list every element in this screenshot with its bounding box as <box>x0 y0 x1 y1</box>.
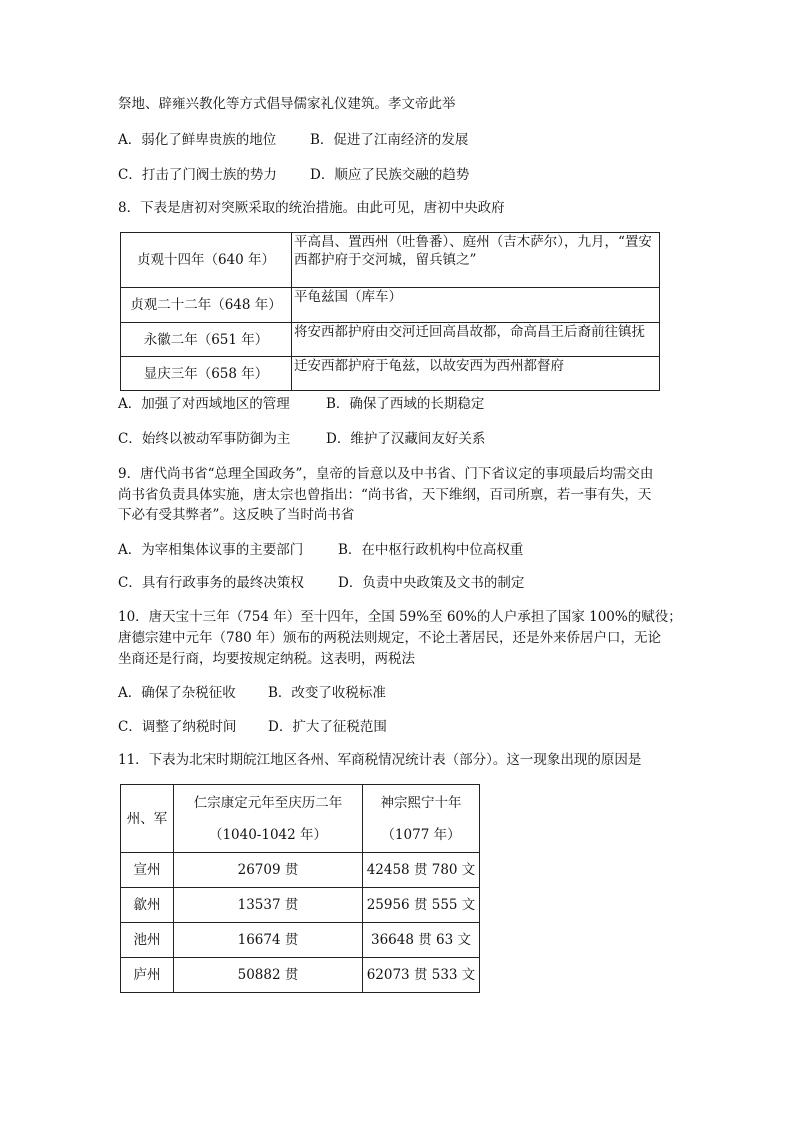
q8-stem: 8．下表是唐初对突厥采取的统治措施。由此可见，唐初中央政府 <box>118 200 505 216</box>
q10-stem-line: 唐德宗建中元年（780 年）颁布的两税法则规定，不论土著居民，还是外来侨居户口，无论 <box>118 630 662 646</box>
q11-tax-1077-cell: 36648 贯 63 文 <box>363 923 480 958</box>
q10-stem-line: 坐商还是行商，均要按规定纳税。这表明，两税法 <box>118 651 415 667</box>
table-row <box>121 888 480 923</box>
q11-tax-1040-cell: 26709 贯 <box>174 853 363 888</box>
q11-header-col1-line: 仁宗康定元年至庆历二年 <box>193 794 343 811</box>
q10-stem-line: 10．唐天宝十三年（754 年）至十四年，全国 59%至 60%的人户承担了国家 100%的赋役； <box>118 609 682 625</box>
q10-options-row-1 <box>118 684 386 702</box>
table-header-row <box>121 785 480 853</box>
q8-option-b[interactable]: B．确保了西域的长期稳定 <box>326 396 485 412</box>
q7-options-row-2 <box>118 166 469 184</box>
table-row <box>121 323 660 357</box>
q7-option-d[interactable]: D．顺应了民族交融的趋势 <box>310 167 470 183</box>
q10-options-row-2 <box>118 718 387 736</box>
q8-event-line: 西都护府于交河城，留兵镇之” <box>294 252 477 268</box>
table-row <box>121 288 660 323</box>
q8-event-line: 平龟兹国（库车） <box>294 289 402 305</box>
q7-option-a[interactable]: A．弱化了鲜卑贵族的地位 <box>118 132 277 148</box>
q11-region-cell: 歙州 <box>121 888 174 923</box>
q11-tax-1040-cell: 13537 贯 <box>174 888 363 923</box>
q8-option-c[interactable]: C．始终以被动军事防御为主 <box>118 431 291 447</box>
q9-stem-line: 9．唐代尚书省“总理全国政务”，皇帝的旨意以及中书省、门下省议定的事项最后均需交由 <box>118 466 654 482</box>
q11-tax-1077-cell: 62073 贯 533 文 <box>363 958 480 993</box>
q8-time-cell: 贞观十四年（640 年） <box>121 233 292 288</box>
q11-header-col1-line: （1040-1042 年） <box>208 826 328 843</box>
q8-event-cell <box>292 323 660 357</box>
q7-option-b[interactable]: B．促进了江南经济的发展 <box>310 132 469 148</box>
q11-header-col2-line: 神宗熙宁十年 <box>380 794 462 811</box>
q10-option-a[interactable]: A．确保了杂税征收 <box>118 685 236 701</box>
q11-header-col0: 州、军 <box>121 785 174 853</box>
q7-options-row-1 <box>118 131 468 149</box>
q10-option-d[interactable]: D．扩大了征税范围 <box>268 719 387 735</box>
q11-header-col1 <box>174 785 363 853</box>
q8-time-cell: 永徽二年（651 年） <box>121 323 292 357</box>
q8-event-line: 将安西都护府由交河迁回高昌故都，命高昌王后裔前往镇抚 <box>294 324 645 340</box>
q9-stem-line: 下必有受其弊者”。这反映了当时尚书省 <box>118 507 355 523</box>
q7-stem: 祭地、辟雍兴教化等方式倡导儒家礼仪建筑。孝文帝此举 <box>118 96 456 112</box>
q9-option-a[interactable]: A．为宰相集体议事的主要部门 <box>118 542 304 558</box>
q10-option-b[interactable]: B．改变了收税标准 <box>268 685 386 701</box>
table-row <box>121 357 660 391</box>
q7-option-c[interactable]: C．打击了门阀士族的势力 <box>118 167 277 183</box>
q9-stem-line: 尚书省负责具体实施，唐太宗也曾指出：“尚书省，天下维纲，百司所禀，若一事有失，天 <box>118 487 652 503</box>
q8-event-cell <box>292 288 660 323</box>
q11-header-col2-line: （1077 年） <box>381 826 461 843</box>
q8-time-cell: 显庆三年（658 年） <box>121 357 292 391</box>
q11-header-col2 <box>363 785 480 853</box>
q11-tax-1040-cell: 50882 贯 <box>174 958 363 993</box>
q8-options-row-2 <box>118 430 485 448</box>
table-row <box>121 853 480 888</box>
q11-stem: 11．下表为北宋时期皖江地区各州、军商税情况统计表（部分）。这一现象出现的原因是 <box>118 752 642 768</box>
q11-tax-1040-cell: 16674 贯 <box>174 923 363 958</box>
q9-option-c[interactable]: C．具有行政事务的最终决策权 <box>118 575 304 591</box>
q9-options-row-1 <box>118 541 523 559</box>
q11-region-cell: 池州 <box>121 923 174 958</box>
q11-tax-1077-cell: 42458 贯 780 文 <box>363 853 480 888</box>
q9-option-b[interactable]: B．在中枢行政机构中位高权重 <box>338 542 524 558</box>
q8-option-d[interactable]: D．维护了汉藏间友好关系 <box>326 431 486 447</box>
table-row <box>121 923 480 958</box>
q8-event-cell <box>292 233 660 288</box>
q11-region-cell: 宣州 <box>121 853 174 888</box>
table-row <box>121 958 480 993</box>
table-row <box>121 233 660 288</box>
q9-options-row-2 <box>118 574 524 592</box>
q11-tax-1077-cell: 25956 贯 555 文 <box>363 888 480 923</box>
q8-event-cell <box>292 357 660 391</box>
q8-event-line: 迁安西都护府于龟兹，以故安西为西州都督府 <box>294 358 564 374</box>
q8-options-row-1 <box>118 395 484 413</box>
q8-time-cell: 贞观二十二年（648 年） <box>121 288 292 323</box>
q8-table <box>120 232 660 391</box>
q8-event-line: 平高昌、置西州（吐鲁番）、庭州（吉木萨尔），九月，“置安 <box>294 234 652 250</box>
q11-table <box>120 784 480 993</box>
q11-region-cell: 庐州 <box>121 958 174 993</box>
q10-option-c[interactable]: C．调整了纳税时间 <box>118 719 237 735</box>
q8-option-a[interactable]: A．加强了对西域地区的管理 <box>118 396 290 412</box>
q9-option-d[interactable]: D．负责中央政策及文书的制定 <box>338 575 525 591</box>
